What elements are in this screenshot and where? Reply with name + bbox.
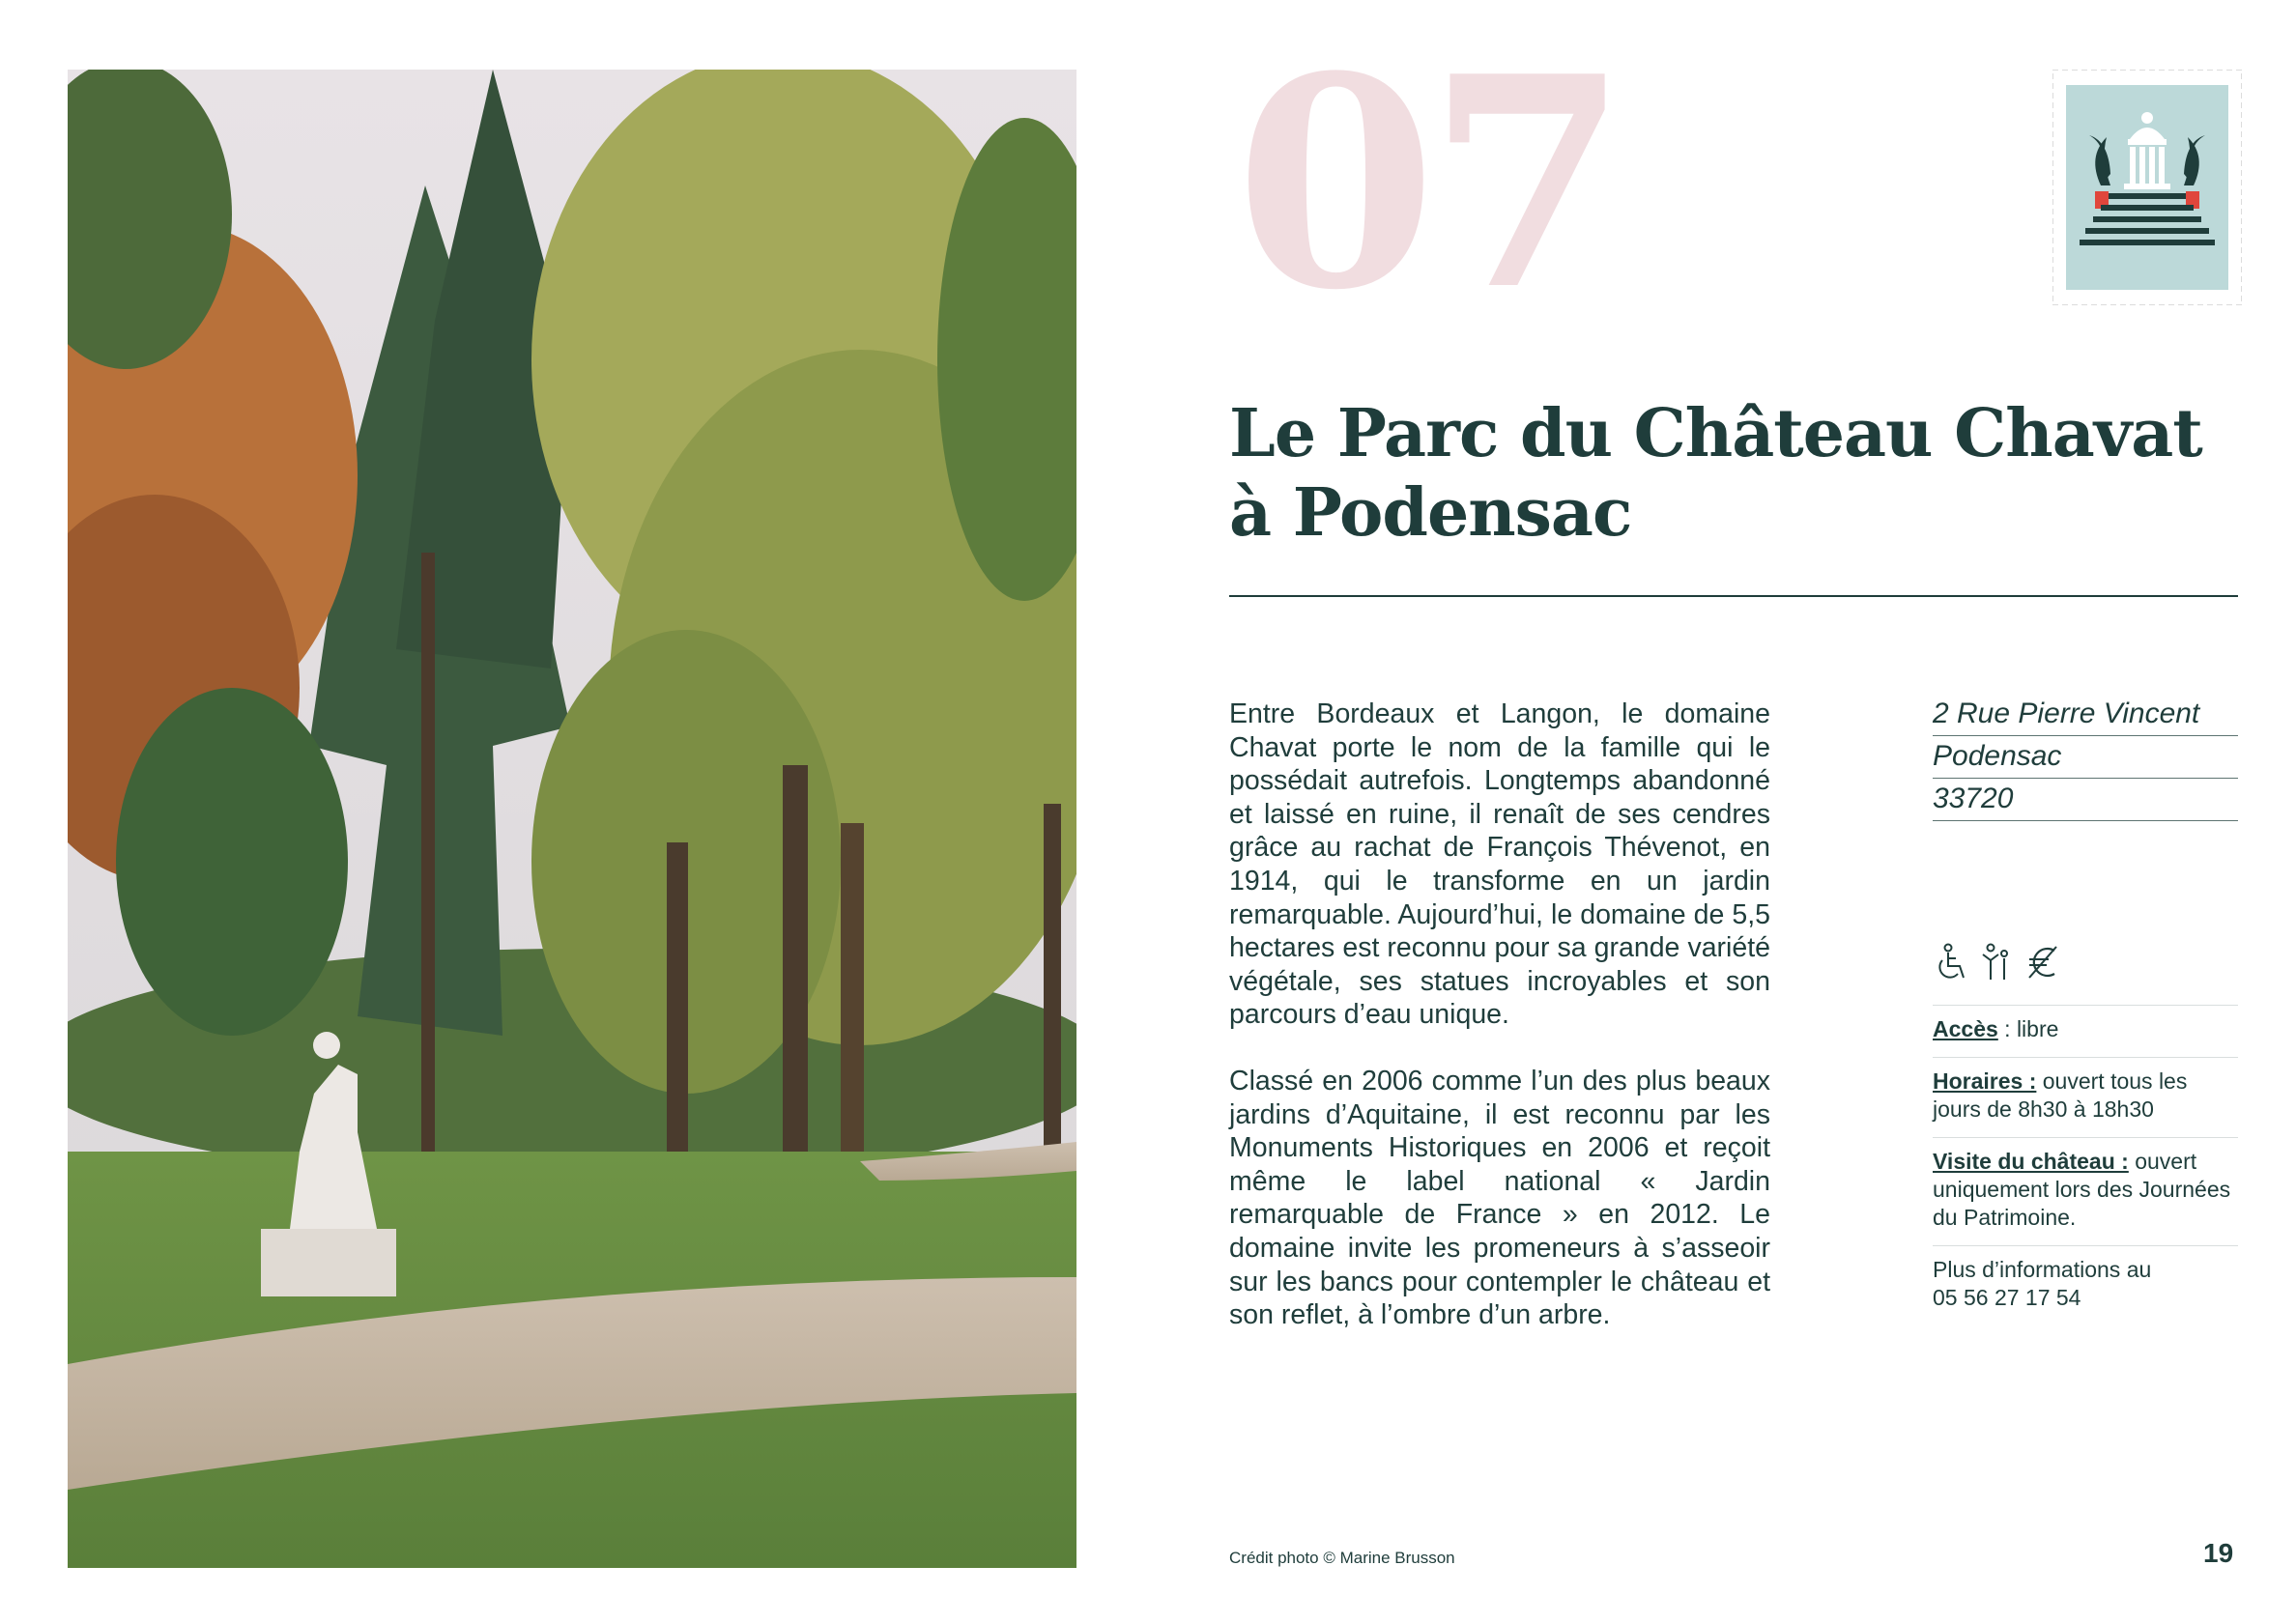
address-block <box>1933 694 2238 821</box>
photo-credit: Crédit photo © Marine Brusson <box>1229 1549 1455 1567</box>
description <box>1229 698 1770 1365</box>
title-line-2: à Podensac <box>1229 474 1632 552</box>
title-line-1: Le Parc du Château Chavat <box>1229 395 2202 472</box>
paragraph-2: Classé en 2006 comme l’un des plus beaux jardins d’Aquitaine, il est reconnu par les Monuments Historiques en 2006 et reçoit même le label national « Jardin remarquable de France » en 2012. Le domaine invite les promeneurs à s’asseoir sur les bancs pour contempler le château et son reflet, à l’ombre d’un arbre. <box>1229 1065 1770 1331</box>
practical-info <box>1933 1005 2238 1325</box>
more-info-text: Plus d’informations au <box>1933 1257 2152 1282</box>
visit-value: ouvert uniquement lors des Journées du Patrimoine. <box>1933 1149 2231 1230</box>
amenity-icons <box>1933 943 2060 982</box>
page-number: 19 <box>2203 1538 2234 1568</box>
contact-info <box>1933 1245 2238 1325</box>
park-photo <box>68 70 1076 1568</box>
address-street: 2 Rue Pierre Vincent <box>1933 694 2238 736</box>
address-postcode: 33720 <box>1933 779 2238 821</box>
phone-number: 05 56 27 17 54 <box>1933 1285 2081 1310</box>
wheelchair-icon <box>1933 943 1967 982</box>
euro-icon <box>2025 943 2060 982</box>
hours-value: ouvert tous les jours de 8h30 à 18h30 <box>1933 1068 2188 1122</box>
section-number: 07 <box>1235 13 1620 354</box>
visit-info <box>1933 1137 2238 1245</box>
visit-label: Visite du château : <box>1933 1149 2129 1174</box>
access-value: : libre <box>1997 1016 2059 1041</box>
paragraph-1: Entre Bordeaux et Langon, le domaine Chavat porte le nom de la famille qui le possédait autrefois. Longtemps abandonné et laissé en ruine, il renaît de ses cendres grâce au rachat de François Thévenot, en 1914, qui le transforme en un jardin remarquable. Aujourd’hui, le domaine de 5,5 hectares est reconnu pour sa grande variété végétale, ses statues incroyables et son parcours d’eau unique. <box>1229 698 1770 1031</box>
hours-label: Horaires : <box>1933 1068 2037 1094</box>
hours-info <box>1933 1057 2238 1137</box>
title-divider <box>1229 595 2238 597</box>
address-city: Podensac <box>1933 736 2238 779</box>
family-icon <box>1979 943 2014 982</box>
page-title <box>1229 394 2202 553</box>
access-label: Accès <box>1933 1016 1998 1041</box>
access-info <box>1933 1005 2238 1057</box>
chateau-stamp-icon <box>2052 70 2242 305</box>
